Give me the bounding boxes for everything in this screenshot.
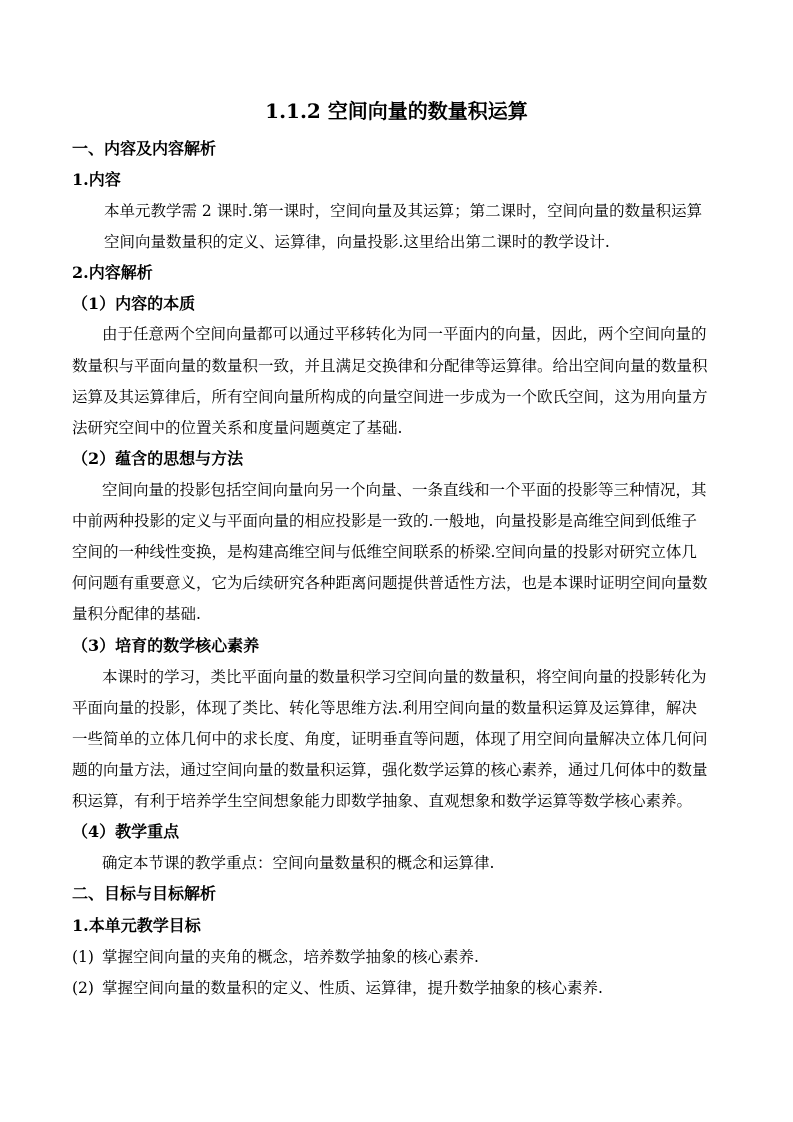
- page-title: 1.1.2 空间向量的数量积运算: [265, 99, 528, 123]
- paragraph-line: 空间的一种线性变换，是构建高维空间与低维空间联系的桥梁.空间向量的投影对研究立体几: [72, 543, 697, 561]
- paragraph-line: 一些简单的立体几何中的求长度、角度，证明垂直等问题，体现了用空间向量解决立体几何问: [72, 730, 708, 748]
- paragraph-line: 题的向量方法，通过空间向量的数量积运算，强化数学运算的核心素养，通过几何体中的数量: [72, 761, 708, 779]
- paragraph-line: 空间向量数量积的定义、运算律，向量投影.这里给出第二课时的教学设计.: [104, 233, 610, 251]
- subsection-heading-content: 1.内容: [72, 170, 121, 189]
- section-heading-2: 二、目标与目标解析: [72, 884, 217, 903]
- paragraph-line: 中前两种投影的定义与平面向量的相应投影是一致的.一般地，向量投影是高维空间到低维子: [72, 512, 697, 530]
- point-heading-literacy: （3）培育的数学核心素养: [72, 636, 260, 655]
- paragraph-line: 运算及其运算律后，所有空间向量所构成的向量空间进一步成为一个欧氏空间，这为用向量方: [72, 388, 708, 406]
- paragraph-line: 何问题有重要意义，它为后续研究各种距离问题提供普适性方法，也是本课时证明空间向量数: [72, 574, 708, 592]
- subsection-heading-objectives: 1.本单元教学目标: [72, 916, 201, 935]
- paragraph-line: 数量积与平面向量的数量积一致，并且满足交换律和分配律等运算律。给出空间向量的数量积: [72, 357, 708, 375]
- paragraph-line: 平面向量的投影，体现了类比、转化等思维方法.利用空间向量的数量积运算及运算律，解决: [72, 699, 697, 717]
- point-heading-key-points: （4）教学重点: [72, 822, 180, 841]
- paragraph-line: 本单元教学需 2 课时.第一课时，空间向量及其运算；第二课时，空间向量的数量积运算: [104, 202, 703, 220]
- paragraph-line: 由于任意两个空间向量都可以通过平移转化为同一平面内的向量，因此，两个空间向量的: [102, 325, 707, 343]
- objective-text: 掌握空间向量的夹角的概念，培养数学抽象的核心素养.: [102, 948, 479, 966]
- paragraph-line: 空间向量的投影包括空间向量向另一个向量、一条直线和一个平面的投影等三种情况，其: [102, 481, 707, 499]
- point-heading-essence: （1）内容的本质: [72, 294, 196, 313]
- paragraph-line: 确定本节课的教学重点：空间向量数量积的概念和运算律.: [102, 854, 495, 872]
- objective-text: 掌握空间向量的数量积的定义、性质、运算律，提升数学抽象的核心素养.: [102, 979, 603, 997]
- paragraph-line: 量积分配律的基础.: [72, 605, 201, 623]
- subsection-heading-analysis: 2.内容解析: [72, 263, 153, 282]
- paragraph-line: 本课时的学习，类比平面向量的数量积学习空间向量的数量积，将空间向量的投影转化为: [102, 668, 707, 686]
- point-heading-methods: （2）蕴含的思想与方法: [72, 449, 244, 468]
- objective-number: (1): [72, 948, 94, 966]
- paragraph-line: 积运算，有利于培养学生空间想象能力即数学抽象、直观想象和数学运算等数学核心素养。: [72, 792, 693, 810]
- objective-number: (2): [72, 979, 94, 997]
- paragraph-line: 法研究空间中的位置关系和度量问题奠定了基础.: [72, 419, 403, 437]
- section-heading-1: 一、内容及内容解析: [72, 139, 217, 158]
